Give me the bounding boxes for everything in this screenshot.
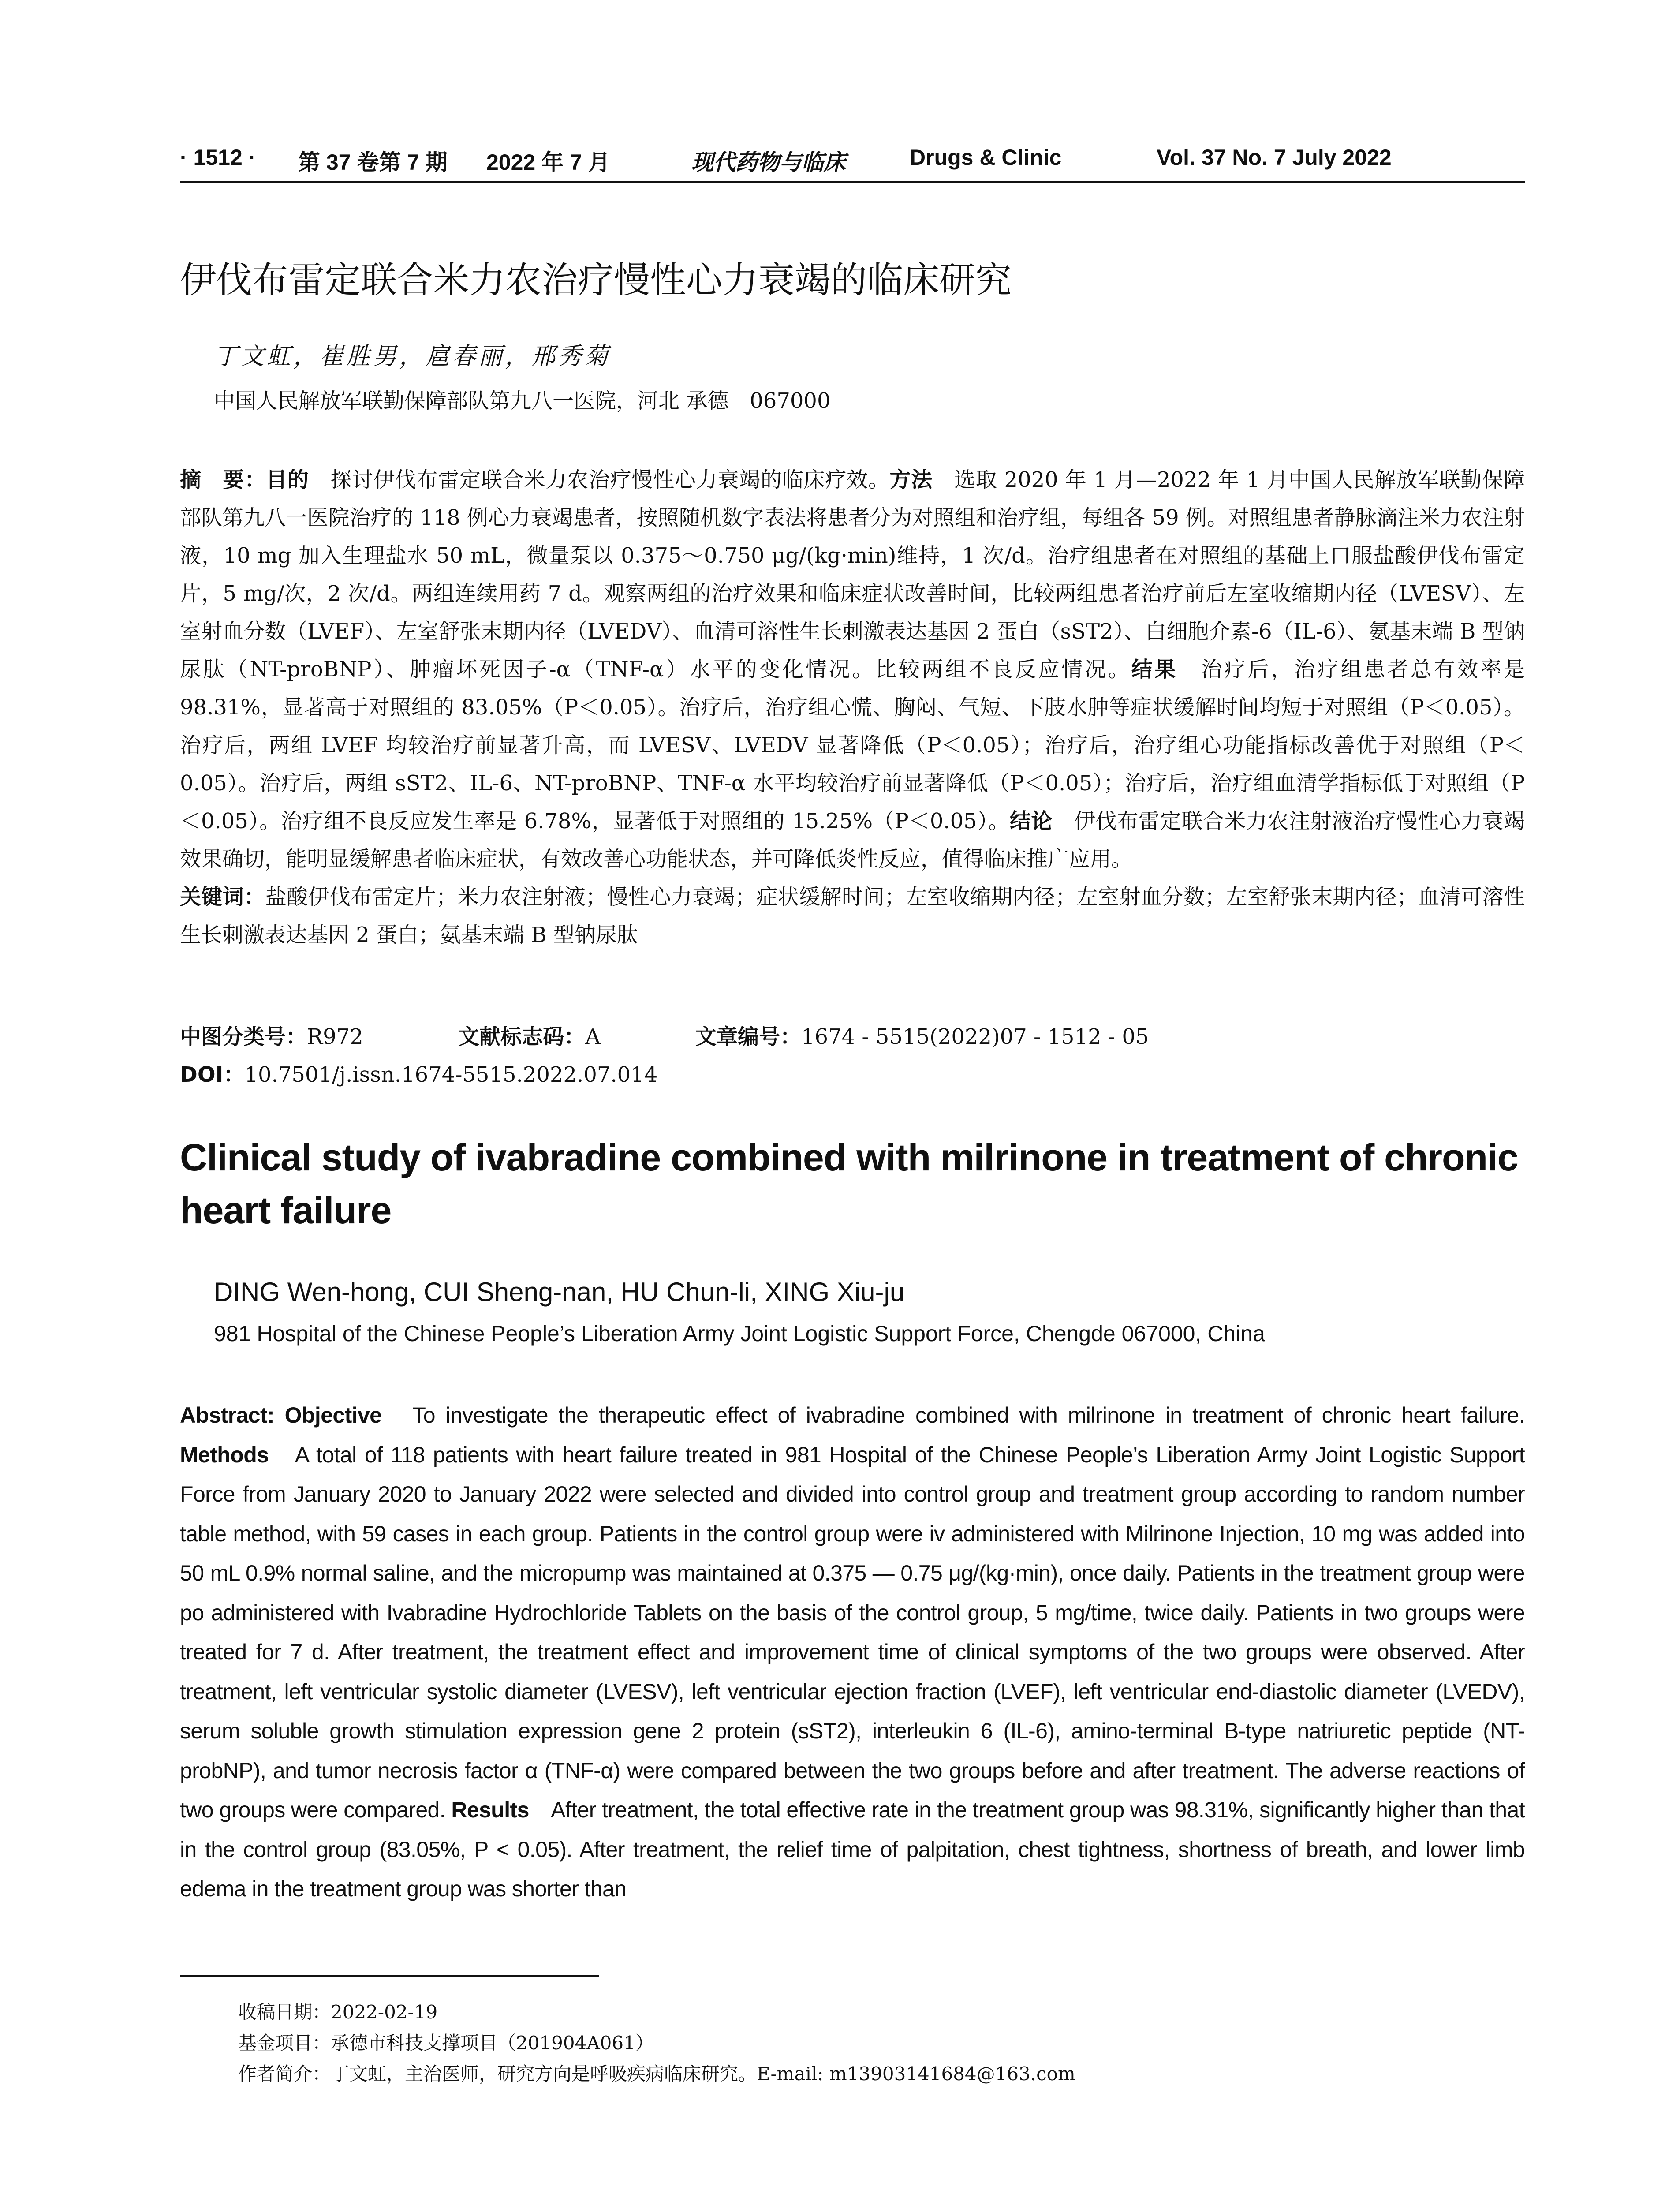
abstract-en <box>180 1396 1525 1909</box>
document-code-label: 文献标志码： <box>458 1024 586 1049</box>
abstract-label-en: Abstract: Objective <box>180 1403 382 1428</box>
objective-en: To investigate the therapeutic effect of ivabradine combined with milrinone in treatment of chronic heart failure. <box>381 1403 1525 1428</box>
article-title-en: Clinical study of ivabradine combined with milrinone in treatment of chronic heart failure <box>180 1136 1518 1232</box>
fund-project <box>238 2029 654 2055</box>
received-date <box>238 1998 437 2024</box>
journal-name-en: Drugs & Clinic <box>910 145 1062 170</box>
article-number-value: 1674 - 5515(2022)07 - 1512 - 05 <box>801 1024 1149 1049</box>
footnote-divider <box>180 1975 599 1977</box>
methods-label-en: Methods <box>180 1442 269 1467</box>
fund-label: 基金项目： <box>238 2032 331 2054</box>
keywords-label-cn: 关键词： <box>180 885 265 909</box>
fund-value: 承德市科技支撑项目（201904A061） <box>331 2032 654 2054</box>
article-title-cn: 伊伐布雷定联合米力农治疗慢性心力衰竭的临床研究 <box>180 259 1012 301</box>
authors-cn: 丁文虹，崔胜男，扈春丽，邢秀菊 <box>214 342 611 370</box>
doi-label: DOI： <box>180 1062 245 1087</box>
authors-en: DING Wen-hong, CUI Sheng-nan, HU Chun-li, XING Xiu-ju <box>214 1277 905 1307</box>
date-cn: 2022 年 7 月 <box>486 150 610 175</box>
conclusion-cn: 伊伐布雷定联合米力农注射液治疗慢性心力衰竭效果确切，能明显缓解患者临床症状，有效改善心功能状态，并可降低炎性反应，值得临床推广应用。 <box>180 809 1525 871</box>
author-bio-value: 丁文虹，主治医师，研究方向是呼吸疾病临床研究。E-mail: m13903141684@163.com <box>331 2063 1075 2085</box>
clc-label: 中图分类号： <box>180 1024 307 1049</box>
issue-en: Vol. 37 No. 7 July 2022 <box>1157 145 1392 170</box>
received-label: 收稿日期： <box>238 2001 331 2023</box>
conclusion-label-cn: 结论 <box>1009 809 1053 833</box>
results-label-cn: 结果 <box>1131 657 1178 682</box>
received-value: 2022-02-19 <box>331 2001 438 2023</box>
journal-name-cn: 现代药物与临床 <box>691 149 846 175</box>
doi-line <box>180 1058 657 1088</box>
running-header <box>180 140 1525 183</box>
results-label-en: Results <box>451 1798 529 1822</box>
objective-cn: 探讨伊伐布雷定联合米力农治疗慢性心力衰竭的临床疗效。 <box>309 467 890 492</box>
doi-value[interactable]: 10.7501/j.issn.1674-5515.2022.07.014 <box>244 1062 658 1087</box>
keywords-cn: 盐酸伊伐布雷定片；米力农注射液；慢性心力衰竭；症状缓解时间；左室收缩期内径；左室射血分数；左室舒张末期内径；血清可溶性生长刺激表达基因 2 蛋白；氨基末端 B 型钠尿肽 <box>180 885 1525 947</box>
article-number-label: 文章编号： <box>695 1024 802 1049</box>
clc-value: R972 <box>307 1024 363 1049</box>
methods-cn: 选取 2020 年 1 月—2022 年 1 月中国人民解放军联勤保障部队第九八一医院治疗的 118 例心力衰竭患者，按照随机数字表法将患者分为对照组和治疗组，每组各 59 例。对照组患者静脉滴注米力农注射液，10 mg 加入生理盐水 50 mL，微量泵以 0.375～0.750 μg/(kg·min)维持，1 次/d。治疗组患者在对照组的基础上口服盐酸伊伐布雷定片，5 mg/次，2 次/d。两组连续用药 7 d。观察两组的治疗效果和临床症状改善时间，比较两组患者治疗前后左室收缩期内径（LVESV）、左室射血分数（LVEF）、左室舒张末期内径（LVEDV）、血清可溶性生长刺激表达基因 2 蛋白（sST2）、白细胞介素-6（IL-6）、氨基末端 B 型钠尿肽（NT-proBNP）、肿瘤坏死因子-α（TNF-α）水平的变化情况。比较两组不良反应情况。 <box>180 467 1525 682</box>
classification-line <box>180 1020 1149 1050</box>
abstract-label-cn: 摘 要： <box>180 467 266 492</box>
page-number: · 1512 · <box>180 145 256 170</box>
methods-en: A total of 118 patients with heart failure treated in 981 Hospital of the Chinese People’s Liberation Army Joint Logistic Support Force from January 2020 to January 2022 were selected and divided into control group and treatment group according to random number table method, with 59 cases in each group. Patients in the control group were iv administered with Milrinone Injection, 10 mg was added into 50 mL 0.9% normal saline, and the micropump was maintained at 0.375 — 0.75 μg/(kg·min), once daily. Patients in the treatment group were po administered with Ivabradine Hydrochloride Tablets on the basis of the control group, 5 mg/time, twice daily. Patients in two groups were treated for 7 d. After treatment, the treatment effect and improvement time of clinical symptoms of the two groups were observed. After treatment, left ventricular systolic diameter (LVESV), left ventricular ejection fraction (LVEF), left ventricular end-diastolic diameter (LVEDV), serum soluble growth stimulation expression gene 2 protein (sST2), interleukin 6 (IL-6), amino-terminal B-type natriuretic peptide (NT-probNP), and tumor necrosis factor α (TNF-α) were compared between the two groups before and after treatment. The adverse reactions of two groups were compared. <box>180 1442 1525 1822</box>
issue-cn: 第 37 卷第 7 期 <box>298 150 448 175</box>
results-cn: 治疗后，治疗组患者总有效率是 98.31%，显著高于对照组的 83.05%（P＜0.05）。治疗后，治疗组心慌、胸闷、气短、下肢水肿等症状缓解时间均短于对照组（P＜0.05）。治疗后，两组 LVEF 均较治疗前显著升高，而 LVESV、LVEDV 显著降低（P＜0.05）；治疗后，治疗组心功能指标改善优于对照组（P＜0.05）。治疗后，两组 sST2、IL-6、NT-proBNP、TNF-α 水平均较治疗前显著降低（P＜0.05）；治疗后，治疗组血清学指标低于对照组（P＜0.05）。治疗组不良反应发生率是 6.78%，显著低于对照组的 15.25%（P＜0.05）。 <box>180 657 1525 833</box>
affiliation-cn: 中国人民解放军联勤保障部队第九八一医院，河北 承德 067000 <box>214 389 831 413</box>
methods-label-cn: 方法 <box>889 467 933 492</box>
results-en: After treatment, the total effective rate in the treatment group was 98.31%, significantly higher than that in the control group (83.05%, P < 0.05). After treatment, the relief time of palpitation, chest tightness, shortness of breath, and lower limb edema in the treatment group was shorter than <box>180 1798 1525 1901</box>
document-code-value: A <box>585 1024 601 1049</box>
author-bio <box>238 2059 1075 2086</box>
objective-label-cn: 目的 <box>266 467 309 492</box>
author-bio-label: 作者简介： <box>238 2063 331 2085</box>
affiliation-en: 981 Hospital of the Chinese People’s Liberation Army Joint Logistic Support Force, Chengde 067000, China <box>214 1321 1265 1346</box>
abstract-cn <box>180 461 1525 954</box>
